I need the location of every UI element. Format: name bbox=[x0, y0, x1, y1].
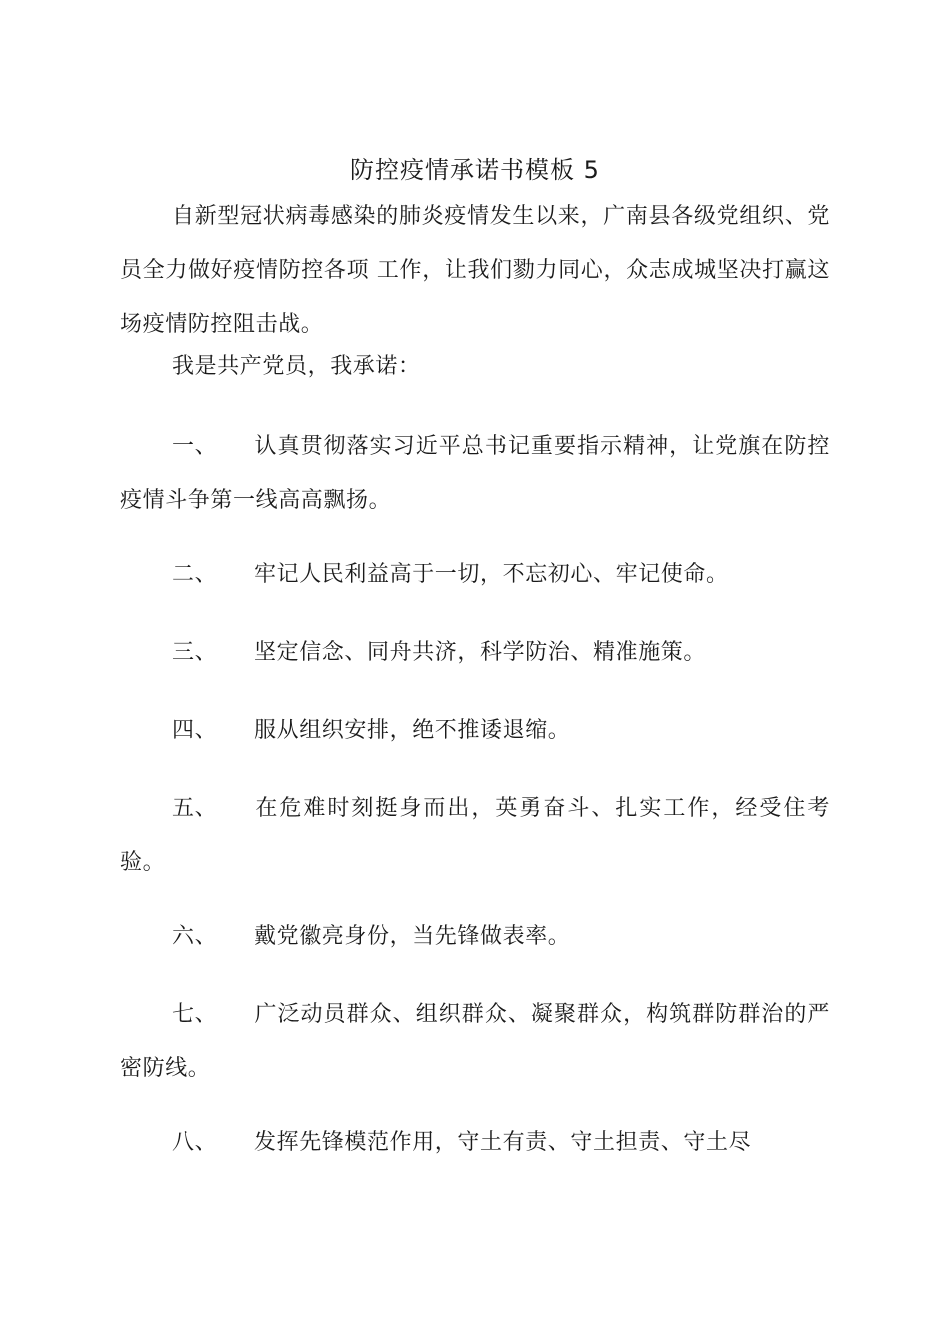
pledge-item-number: 四、 bbox=[172, 718, 218, 743]
pledge-item-text: 发挥先锋模范作用，守土有责、守土担责、守土尽 bbox=[254, 1130, 752, 1155]
document-title: 防控疫情承诺书模板 5 bbox=[350, 156, 600, 184]
pledge-item-number: 三、 bbox=[172, 640, 218, 665]
pledge-item-text: 牢记人民利益高于一切，不忘初心、牢记使命。 bbox=[254, 562, 729, 587]
pledge-item-text: 广泛动员群众、组织群众、凝聚群众，构筑群防群治的严密防线。 bbox=[120, 1002, 830, 1081]
pledge-item-6 bbox=[120, 910, 830, 964]
pledge-item-number: 一、 bbox=[172, 434, 218, 459]
pledge-item-text: 在危难时刻挺身而出，英勇奋斗、扎实工作，经受住考验。 bbox=[120, 796, 830, 875]
pledge-item-3 bbox=[120, 626, 830, 680]
pledge-item-text: 服从组织安排，绝不推诿退缩。 bbox=[254, 718, 571, 743]
pledge-item-text: 坚定信念、同舟共济，科学防治、精准施策。 bbox=[254, 640, 707, 665]
pledge-item-1 bbox=[120, 420, 830, 528]
pledge-lead: 我是共产党员，我承诺： bbox=[172, 354, 421, 379]
pledge-item-5 bbox=[120, 782, 830, 890]
pledge-item-number: 五、 bbox=[172, 796, 218, 821]
pledge-item-7 bbox=[120, 988, 830, 1096]
pledge-item-number: 七、 bbox=[172, 1002, 218, 1027]
pledge-item-4 bbox=[120, 704, 830, 758]
pledge-item-number: 六、 bbox=[172, 924, 218, 949]
pledge-item-text: 戴党徽亮身份，当先锋做表率。 bbox=[254, 924, 571, 949]
pledge-item-2 bbox=[120, 548, 830, 602]
pledge-item-number: 八、 bbox=[172, 1130, 218, 1155]
pledge-item-8 bbox=[120, 1116, 830, 1170]
pledge-item-number: 二、 bbox=[172, 562, 218, 587]
intro-paragraph: 自新型冠状病毒感染的肺炎疫情发生以来，广南县各级党组织、党员全力做好疫情防控各项 工作，让我们勠力同心，众志成城坚决打赢这场疫情防控阻击战。 bbox=[120, 204, 830, 337]
pledge-item-text: 认真贯彻落实习近平总书记重要指示精神，让党旗在防控疫情斗争第一线高高飘扬。 bbox=[120, 434, 830, 513]
